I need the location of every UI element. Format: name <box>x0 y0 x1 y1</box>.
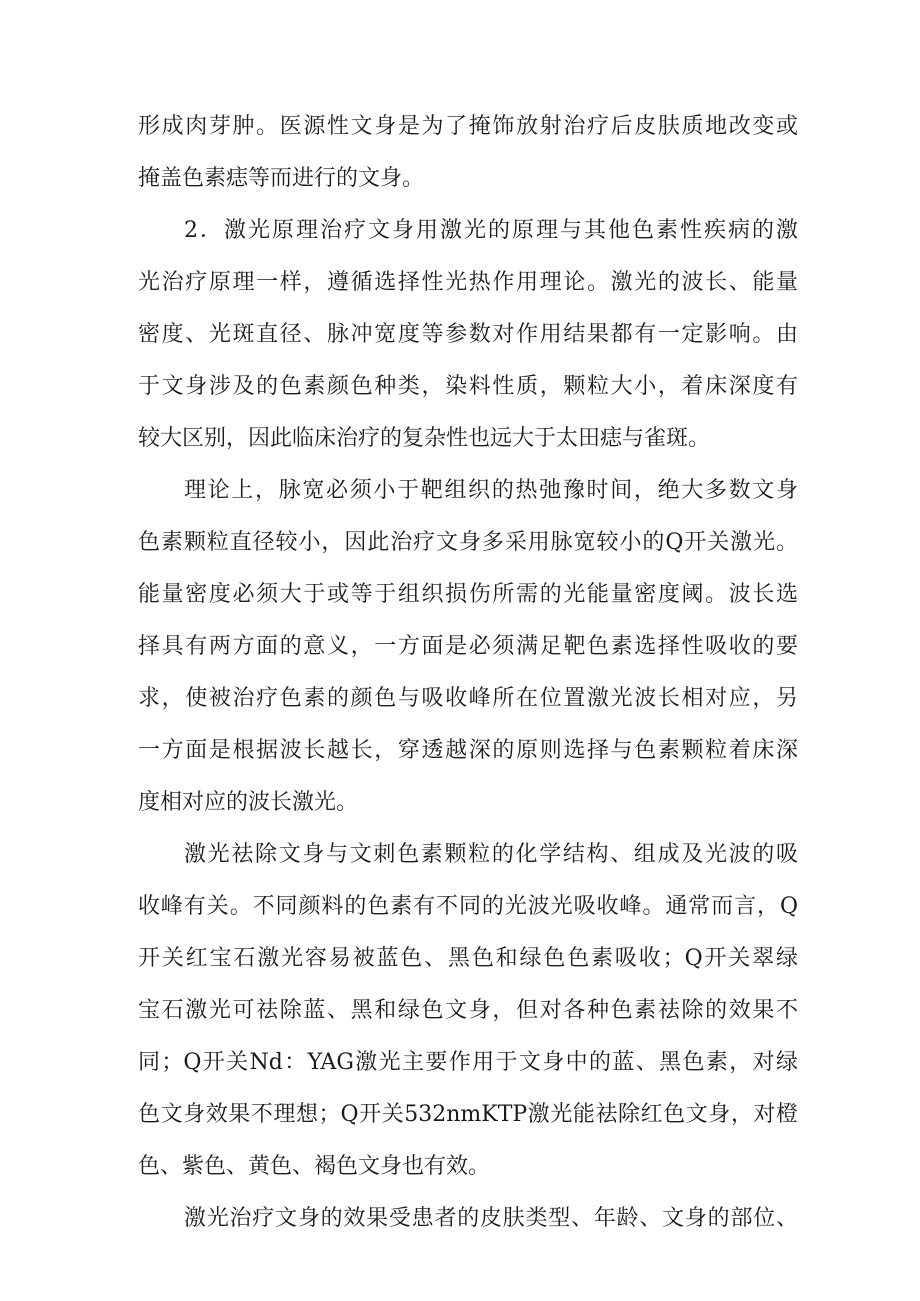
text-line: 能量密度必须大于或等于组织损伤所需的光能量密度阈。波长选 <box>138 582 798 607</box>
text-line: 择具有两方面的意义，一方面是必须满足靶色素选择性吸收的要 <box>138 634 798 659</box>
text-line: 同；Q开关Nd：YAG激光主要作用于文身中的蓝、黑色素，对绿 <box>138 1050 798 1075</box>
text-line: 掩盖色素痣等而进行的文身。 <box>138 166 425 191</box>
text-line: 形成肉芽肿。医源性文身是为了掩饰放射治疗后皮肤质地改变或 <box>138 114 798 139</box>
text-line: 激光治疗文身的效果受患者的皮肤类型、年龄、文身的部位、 <box>184 1206 798 1231</box>
text-line: 光治疗原理一样，遵循选择性光热作用理论。激光的波长、能量 <box>138 270 798 295</box>
text-line: 较大区别，因此临床治疗的复杂性也远大于太田痣与雀斑。 <box>138 426 711 451</box>
text-line: 开关红宝石激光容易被蓝色、黑色和绿色色素吸收；Q开关翠绿 <box>138 946 798 971</box>
text-line: 求，使被治疗色素的颜色与吸收峰所在位置激光波长相对应，另 <box>138 686 798 711</box>
text-line: 度相对应的波长激光。 <box>138 790 359 815</box>
text-line: 色文身效果不理想；Q开关532nmKTP激光能祛除红色文身，对橙 <box>138 1102 798 1127</box>
text-line: 一方面是根据波长越长，穿透越深的原则选择与色素颗粒着床深 <box>138 738 798 763</box>
text-line: 宝石激光可祛除蓝、黑和绿色文身，但对各种色素祛除的效果不 <box>138 998 798 1023</box>
text-line: 于文身涉及的色素颜色种类，染料性质，颗粒大小，着床深度有 <box>138 374 798 399</box>
text-line: 收峰有关。不同颜料的色素有不同的光波光吸收峰。通常而言，Q <box>138 894 798 919</box>
text-line: 密度、光斑直径、脉冲宽度等参数对作用结果都有一定影响。由 <box>138 322 798 347</box>
text-line: 理论上，脉宽必须小于靶组织的热弛豫时间，绝大多数文身 <box>184 478 798 503</box>
text-line: 色、紫色、黄色、褐色文身也有效。 <box>138 1154 491 1179</box>
text-line: 激光祛除文身与文刺色素颗粒的化学结构、组成及光波的吸 <box>184 842 798 867</box>
text-line: 色素颗粒直径较小，因此治疗文身多采用脉宽较小的Q开关激光。 <box>138 530 798 555</box>
text-line: 2．激光原理治疗文身用激光的原理与其他色素性疾病的激 <box>184 218 798 243</box>
